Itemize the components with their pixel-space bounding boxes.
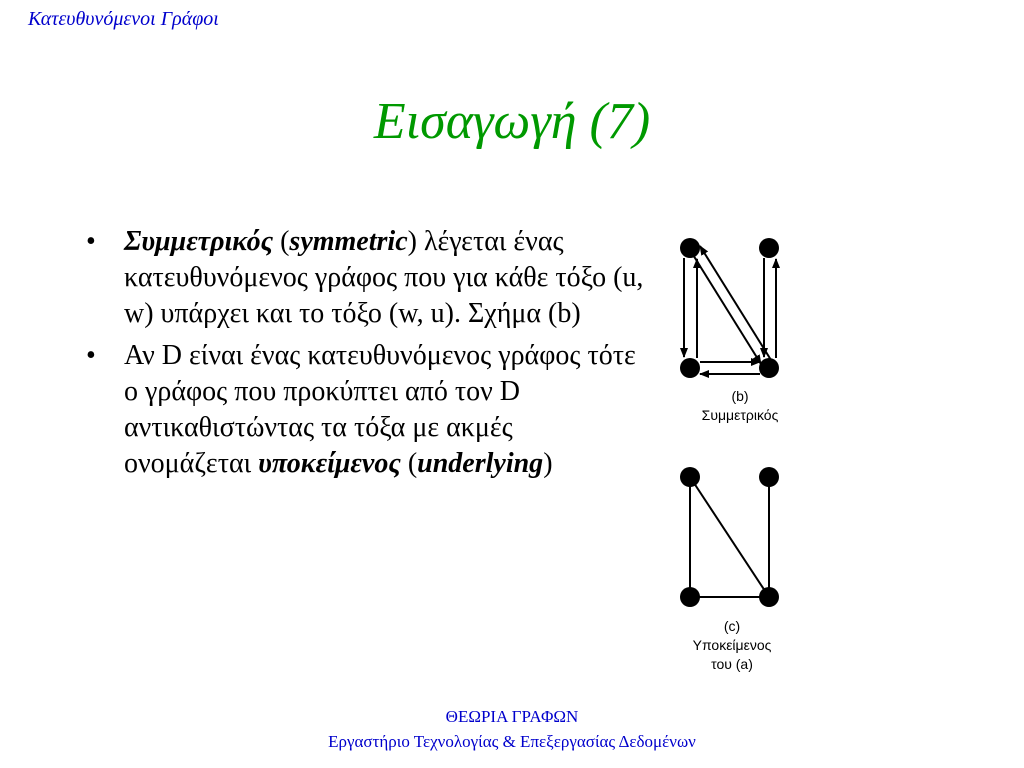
graph-b [680, 238, 779, 378]
term-symmetric-gr: Συμμετρικός [124, 226, 274, 257]
term-underlying-en: underlying [417, 448, 544, 479]
term-symmetric-en: symmetric [289, 226, 408, 257]
vertex-b-br [759, 358, 779, 378]
vertex-b-tr [759, 238, 779, 258]
caption-b-label: (b) [731, 388, 749, 404]
vertex-c-tl [680, 467, 700, 487]
bullet-text: Αν D είναι ένας κατευθυνόμενος γράφος τότε ο γράφος που προκύπτει από τον D αντικαθιστώντας τα τόξα με ακμές ονομάζεται [124, 340, 636, 479]
caption-c [662, 617, 802, 674]
slide-title: Εισαγωγή (7) [373, 93, 651, 150]
bullet-dot: • [86, 226, 96, 257]
arc-b-br-tl [700, 246, 771, 360]
footer-course: ΘΕΩΡΙΑ ΓΡΑΦΩΝ [445, 707, 579, 726]
paren-open: ( [280, 226, 290, 257]
caption-b [680, 387, 800, 425]
caption-c-subtext: του (a) [711, 656, 753, 672]
slide-header: Κατευθυνόμενοι Γράφοι [28, 8, 219, 30]
caption-b-text: Συμμετρικός [701, 407, 779, 423]
vertex-b-bl [680, 358, 700, 378]
vertex-b-tl [680, 238, 700, 258]
edge-c-tl-br [690, 477, 769, 597]
paren-close: ) [407, 226, 417, 257]
paren-open: ( [407, 448, 418, 479]
paren-close: ) [543, 448, 553, 479]
term-underlying-gr: υποκείμενος [258, 448, 401, 479]
graph-c [680, 467, 779, 607]
caption-c-text: Υποκείμενος [692, 637, 772, 653]
vertex-c-br [759, 587, 779, 607]
arc-b-tl-br [690, 250, 761, 364]
caption-c-label: (c) [723, 618, 741, 634]
bullet-text: λέγεται ένας κατευθυνόμενος γράφος που για κάθε τόξο (u, w) υπάρχει και το τόξο (w, u). Σχήμα (b) [124, 226, 644, 329]
footer-lab: Εργαστήριο Τεχνολογίας & Επεξεργασίας Δεδομένων [328, 732, 696, 751]
vertex-c-bl [680, 587, 700, 607]
bullet-dot: • [86, 340, 96, 371]
vertex-c-tr [759, 467, 779, 487]
